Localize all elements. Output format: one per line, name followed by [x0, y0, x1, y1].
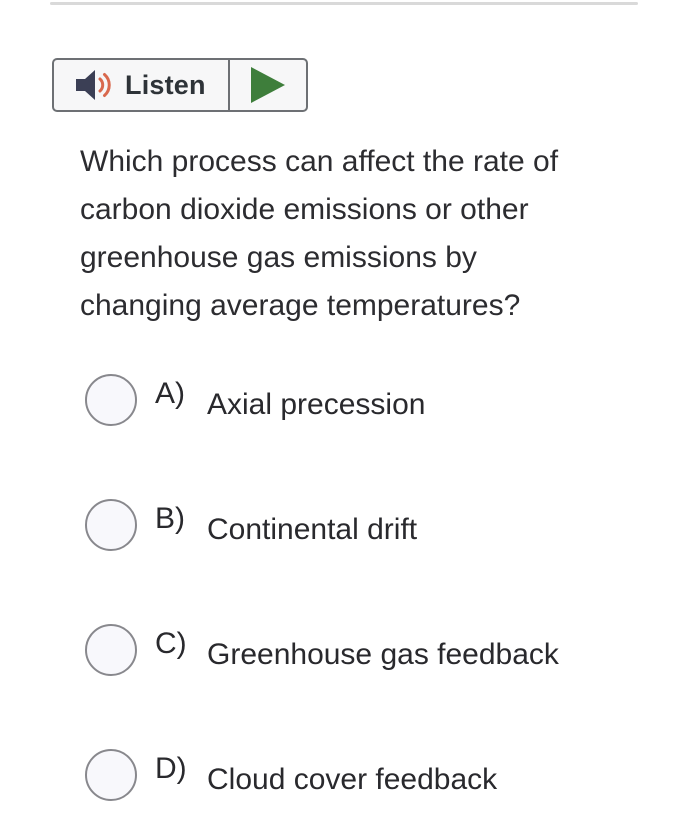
- option-text-a: Axial precession: [207, 388, 426, 421]
- option-row-a[interactable]: [85, 372, 559, 428]
- question-line: changing average temperatures?: [80, 289, 521, 322]
- option-text-b: Continental drift: [207, 513, 418, 546]
- radio-option-c[interactable]: [85, 624, 137, 676]
- option-row-b[interactable]: [85, 497, 559, 553]
- listen-button[interactable]: [54, 60, 230, 110]
- play-icon: [250, 66, 286, 104]
- question-line: greenhouse gas emissions by: [80, 241, 477, 274]
- option-letter-b: B): [155, 502, 185, 535]
- listen-button-label: Listen: [125, 69, 206, 100]
- question-line: Which process can affect the rate of: [80, 145, 559, 178]
- option-letter-d: D): [155, 752, 187, 785]
- question-text: [80, 138, 650, 330]
- option-row-c[interactable]: [85, 622, 559, 678]
- option-text-d: Cloud cover feedback: [207, 763, 498, 796]
- option-row-d[interactable]: [85, 747, 559, 803]
- option-letter-c: C): [155, 627, 187, 660]
- question-line: carbon dioxide emissions or other: [80, 193, 529, 226]
- radio-option-d[interactable]: [85, 749, 137, 801]
- radio-option-b[interactable]: [85, 499, 137, 551]
- speaker-icon: [74, 68, 114, 102]
- radio-option-a[interactable]: [85, 374, 137, 426]
- listen-split-button[interactable]: [52, 58, 308, 112]
- answer-options-list: [85, 372, 559, 803]
- option-letter-a: A): [155, 377, 185, 410]
- card-top-border: [50, 2, 638, 5]
- play-audio-button[interactable]: [230, 60, 306, 110]
- option-text-c: Greenhouse gas feedback: [207, 638, 559, 671]
